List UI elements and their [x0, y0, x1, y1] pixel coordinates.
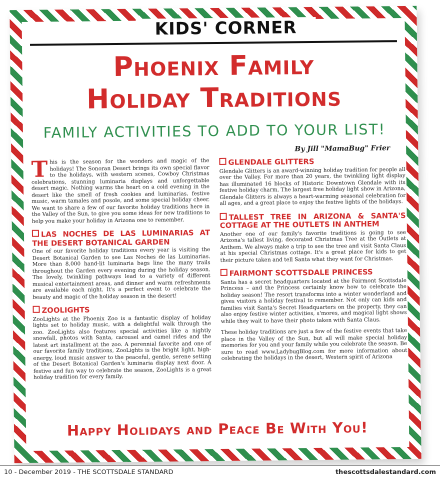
- subtitle: FAMILY ACTIVITIES TO ADD TO YOUR LIST!: [43, 122, 386, 142]
- section-heading-text: LAS NOCHES DE LAS LUMINARIAS AT THE DESERT BOTANICAL GARDEN: [32, 228, 211, 248]
- drop-cap: T: [31, 156, 48, 183]
- left-column: [31, 158, 211, 381]
- footer-website: thescottsdalestandard.com: [335, 468, 436, 476]
- section-heading-text: TALLEST TREE IN ARIZONA & SANTA'S COTTAGE AT THE OUTLETS IN ANTHEM: [219, 210, 406, 230]
- page-footer: [0, 465, 440, 480]
- checkbox-icon: [33, 306, 40, 313]
- section-text-fairmont: Santa has a secret headquarters located at the Fairmont Scottsdale Princess – and the Princess certainly know how to celebrate the holiday season! The resort transforms into a winter wonderland and gives visitors a holiday festival to remember. Not only can kids and families visit Santa's Secret Headquarters on the property, they can also enjoy festive winter activities, s'mores, and magical light shows while they wait to have their photo taken with Santa Claus.: [220, 277, 407, 325]
- section-heading-luminarias: [32, 228, 210, 248]
- checkbox-icon: [220, 269, 227, 276]
- section-heading-glendale: [219, 156, 405, 167]
- headline-line-2: Holiday Traditions: [86, 81, 342, 116]
- byline: By Jill "MamaBug" Frier: [294, 143, 391, 154]
- right-column: [219, 156, 407, 362]
- article-page: [10, 6, 422, 463]
- section-text-luminarias: One of our favorite holiday traditions every year is visiting the Desert Botanical Garden to see Las Noches de las Luminarias. More than 8,000 hand-lit luminaria bags line the many trails throughout the Garden every evening during the holiday season. The lovely, twinkling pathways lead to a variety of different musical entertainment areas, and dinner and warm refreshments are available each night. It's a perfect event to celebrate the beauty and magic of the holiday season in the desert!: [32, 247, 211, 301]
- intro-paragraph: [31, 158, 210, 225]
- section-heading-anthem: [220, 211, 406, 231]
- checkbox-icon: [219, 158, 226, 165]
- footer-page-info: 10 - December 2019 - THE SCOTTSDALE STANDARD: [4, 468, 174, 476]
- section-text-glendale: Glendale Glitters is an award-winning holiday tradition for people all over the Valley. For more than 20 years, the twinkling light display has illuminated 16 blocks of Historic Downtown Glendale with its festive holiday charm. The largest free holiday light show in Arizona, Glendale Glitters is always a heart-warming seasonal celebration for all ages, and a great place to enjoy the festive lights of the holidays.: [219, 166, 406, 207]
- section-rule: [30, 40, 397, 46]
- closing-banner: Happy Holidays and Peace Be With You!: [66, 420, 369, 440]
- section-heading-text: ZOOLIGHTS: [41, 305, 90, 315]
- section-text-anthem: Another one of our family's favorite traditions is going to see Arizona's tallest living, decorated Christmas Tree at the Outlets at Anthem. We always make a trip to see the tree and visit Santa Claus at his special Christmas cottage. It's a great place for kids to get their picture taken and tell Santa what they want for Christmas.: [219, 229, 407, 264]
- headline-line-1: Phoenix Family: [113, 49, 315, 84]
- article-body: [22, 18, 409, 451]
- checkbox-icon: [32, 230, 39, 237]
- section-heading-text: FAIRMONT SCOTTSDALE PRINCESS: [229, 267, 373, 278]
- section-heading-zoolights: [33, 304, 211, 315]
- section-heading-fairmont: [220, 267, 406, 278]
- section-heading-text: GLENDALE GLITTERS: [228, 156, 315, 167]
- checkbox-icon: [220, 212, 227, 219]
- section-text-zoolights: ZooLights at the Phoenix Zoo is a fantastic display of holiday lights set to holiday music, with a delightful walk through the zoo. ZooLights also features special activities like a nightly snowfall, photos with Santa, carousel and camel rides and the latest art installment at the zoo. A perennial favorite and one of our favorite family traditions, ZooLights is the bright light, high-energy, loud music answer to the peaceful, gentle, serene setting of the Desert Botanical Garden's luminaria display next door. A festive and fun way to celebrate the season, ZooLights is a great holiday tradition for every family.: [32, 314, 212, 381]
- outro-paragraph: These holiday traditions are just a few of the festive events that take place in the Valley of the Sun, but all will make special holiday memories for you and your family while you celebrate the season. Be sure to read www.LadybugBlog.com for more information about celebrating the holidays in the desert, Western spirit of Arizona: [220, 327, 408, 362]
- section-label: KIDS' CORNER: [136, 17, 316, 41]
- intro-text: his is the season for the wonders and magic of the holidays! The Sonoran Desert brings its own special flavor to the holidays, with western scenes, Cowboy Christmas celebrations, stunning luminaria displays and unforgettable desert magic. Nothing warms the heart on a cold evening in the desert like the smell of fresh cookies and luminarias, festive music, warm tamales and posole, and some special holiday cheer. We want to share a few of our favorite holiday traditions here in the Valley of the Sun, to give you some ideas for new traditions to help you make your holiday in Arizona one to remember.: [31, 158, 210, 225]
